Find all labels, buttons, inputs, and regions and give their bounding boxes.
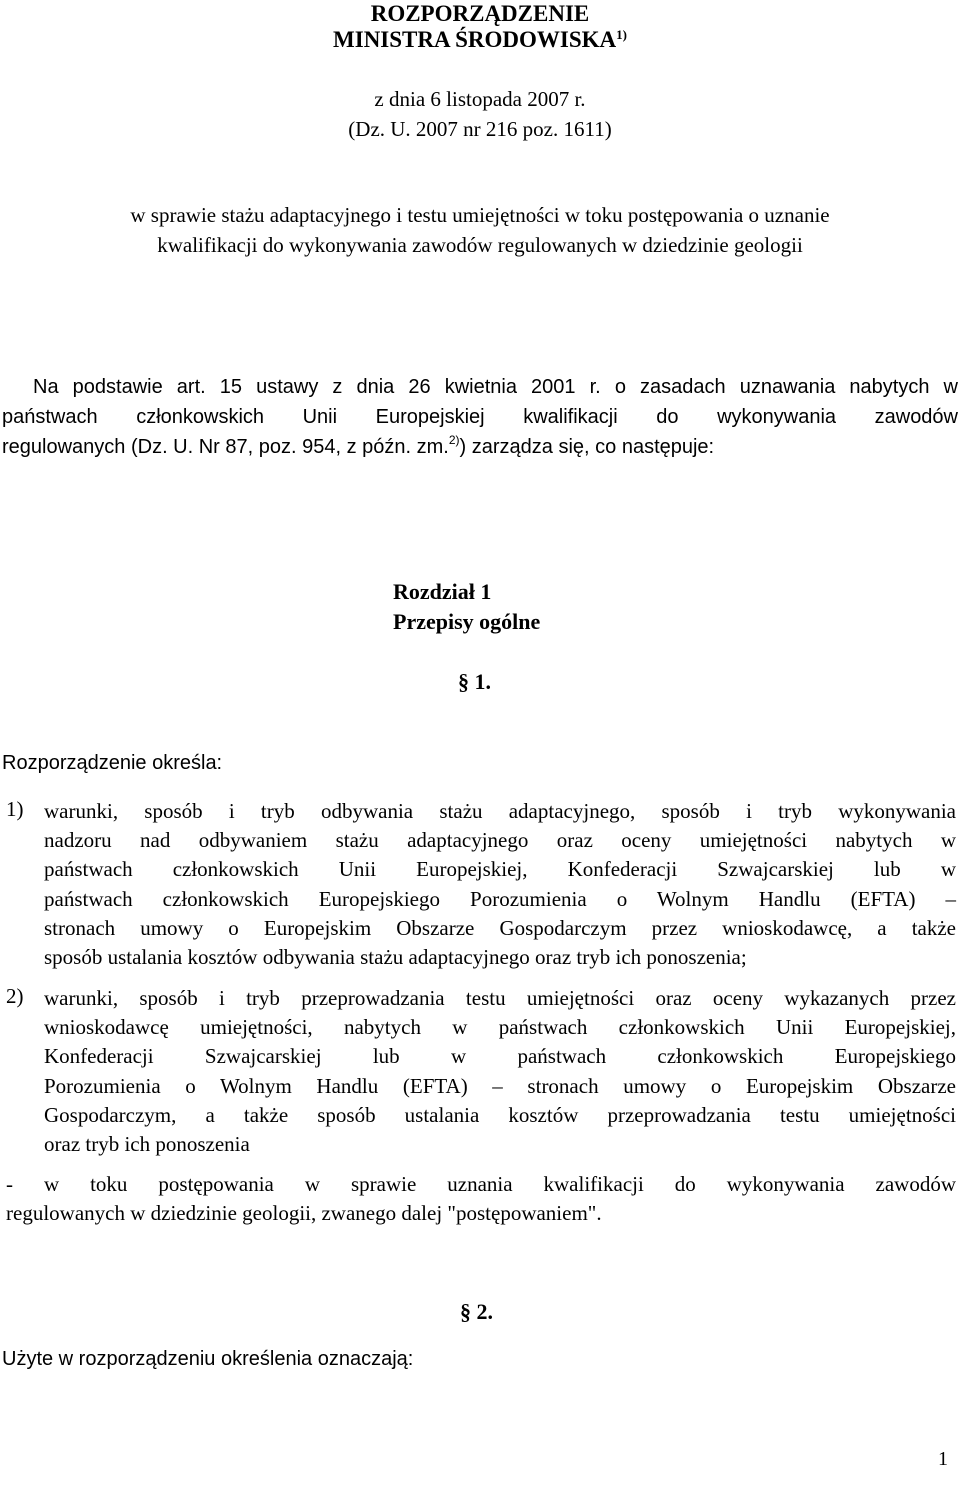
section-1-closing: - w toku postępowania w sprawie uznania kwalifikacji do wykonywania zawodów regulowanych w dziedzinie geologii, zwanego dalej "postępowaniem". — [6, 1172, 956, 1225]
section-1-intro: Rozporządzenie określa: — [2, 752, 223, 774]
subject-line-1: w sprawie stażu adaptacyjnego i testu umiejętności w toku postępowania o uznanie — [130, 203, 830, 227]
preamble-line-3: regulowanych (Dz. U. Nr 87, poz. 954, z późn. zm.$^{2)}$) zarządza się, co następuje: — [2, 433, 715, 458]
list-item-body: warunki, sposób i tryb odbywania stażu adaptacyjnego, sposób i tryb wykonywania nadzoru nad odbywaniem stażu adaptacyjnego oraz oceny umiejętności nabytych w państwach członkowskich Unii Europejskiej, Konfederacji Szwajcarskiej lub w państwach członkowskich Europejskiego Porozumienia o Wolnym Handlu (EFTA) – stronach umowy o Europejskim Obszarze Gospodarczym przez wnioskodawcę, a także sposób ustalania kosztów odbywania stażu adaptacyjnego oraz tryb ich ponoszenia; — [44, 799, 956, 970]
page-number: 1 — [938, 1448, 948, 1470]
title-footnote-ref: 1) — [616, 27, 627, 42]
chapter-title: Przepisy ogólne — [393, 609, 541, 634]
section-2-intro: Użyte w rozporządzeniu określenia oznaczają: — [2, 1348, 414, 1370]
date-line: z dnia 6 listopada 2007 r. — [374, 87, 586, 111]
title-line-1: ROZPORZĄDZENIE — [370, 1, 590, 26]
list-item-number: 1) — [6, 797, 24, 821]
preamble-line-1: Na podstawie art. 15 ustawy z dnia 26 kwietnia 2001 r. o zasadach uznawania nabytych w — [33, 376, 958, 398]
list-item-number: 2) — [6, 984, 24, 1008]
section-1-mark: § 1. — [458, 669, 491, 694]
chapter-number: Rozdział 1 — [393, 579, 492, 604]
list-item-body: warunki, sposób i tryb przeprowadzania testu umiejętności oraz oceny wykazanych przez wnioskodawcę umiejętności, nabytych w państwach członkowskich Unii Europejskiej, Konfederacji Szwajcarskiej lub w państwach członkowskich Europejskiego Porozumienia o Wolnym Handlu (EFTA) – stronach umowy o Europejskim Obszarze Gospodarczym, a także sposób ustalania kosztów przeprowadzania testu umiejętności oraz tryb ich ponoszenia — [44, 986, 956, 1157]
subject-line-2: kwalifikacji do wykonywania zawodów regulowanych w dziedzinie geologii — [157, 233, 803, 257]
section-2-mark: § 2. — [460, 1299, 493, 1324]
source-line: (Dz. U. 2007 nr 216 poz. 1611) — [348, 117, 612, 141]
preamble-footnote-ref: 2) — [448, 433, 460, 447]
preamble-line-2: państwach członkowskich Unii Europejskiej kwalifikacji do wykonywania zawodów — [2, 406, 958, 428]
title-line-2: MINISTRA ŚRODOWISKA$^{1)}$ — [333, 27, 627, 52]
